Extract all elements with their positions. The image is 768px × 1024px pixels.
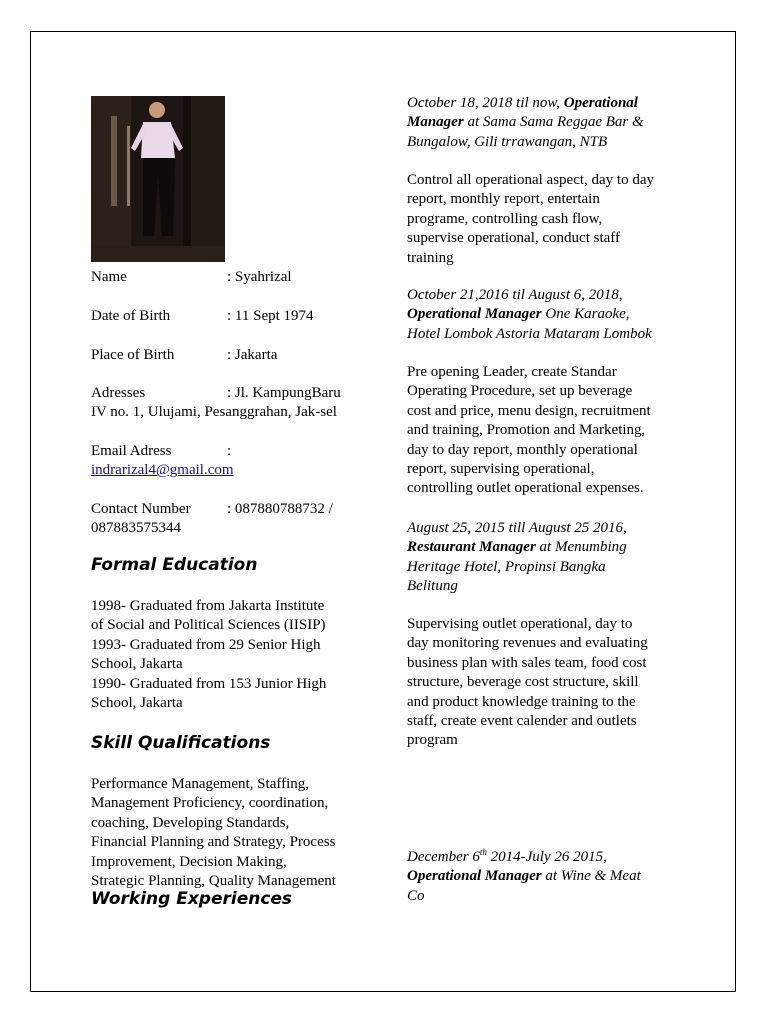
desc-line: supervise operational, conduct staff (407, 230, 620, 247)
job-2-title: Operational Manager (407, 306, 542, 323)
job-3-header (407, 519, 627, 597)
name-label: Name (91, 269, 127, 285)
desc-line: and training, Promotion and Marketing, (407, 422, 646, 439)
job-1-place-2: Bungalow, Gili trrawangan, NTB (407, 133, 608, 150)
job-4-date-sup: th (479, 847, 487, 857)
education-line: 1993- Graduated from 29 Senior High (91, 636, 321, 653)
desc-line: controlling outlet operational expenses. (407, 480, 644, 497)
email-colon: : (227, 443, 232, 459)
name-row (91, 268, 292, 287)
address-row (91, 384, 341, 423)
desc-line: structure, beverage cost structure, skill (407, 674, 639, 691)
contact-value: : 087880788732 / (227, 501, 333, 517)
contact-value-2: 087883575344 (91, 520, 181, 537)
education-line: 1998- Graduated from Jakarta Institute (91, 598, 325, 614)
desc-line: Operating Procedure, set up beverage (407, 383, 633, 400)
name-value: : Syahrizal (227, 269, 292, 285)
skills-heading: Skill Qualifications (91, 733, 271, 753)
profile-photo (91, 96, 225, 262)
contact-row (91, 500, 333, 539)
job-1-description (407, 171, 654, 268)
education-line: 1990- Graduated from 153 Junior High (91, 675, 327, 692)
job-1-header (407, 94, 644, 152)
email-link[interactable]: indrarizal4@gmail.com (91, 462, 234, 479)
address-value: : Jl. KampungBaru (227, 385, 341, 401)
job-3-place-2: Heritage Hotel, Propinsi Bangka (407, 558, 606, 575)
job-4-date: December 6 (407, 849, 480, 865)
job-1-place: at Sama Sama Reggae Bar & (463, 114, 644, 131)
desc-line: business plan with sales team, food cost (407, 654, 647, 671)
job-3-date: August 25, 2015 till August 25 2016, (407, 520, 627, 536)
dob-row (91, 307, 314, 326)
desc-line: report, monthly report, entertain (407, 191, 600, 208)
email-label: Email Adress (91, 443, 172, 459)
job-2-header (407, 286, 652, 344)
education-heading: Formal Education (91, 555, 258, 575)
desc-line: and product knowledge training to the (407, 693, 636, 710)
job-4-date-rest: 2014-July 26 2015, (486, 849, 607, 865)
skills-line: Management Proficiency, coordination, (91, 795, 329, 812)
desc-line: Control all operational aspect, day to day (407, 172, 655, 188)
dob-value: : 11 Sept 1974 (227, 308, 314, 324)
work-heading: Working Experiences (91, 889, 293, 909)
job-3-place-3: Belitung (407, 578, 458, 595)
job-1-date: October 18, 2018 til now, (407, 95, 564, 111)
job-2-date: October 21,2016 til August 6, 2018, (407, 287, 623, 303)
desc-line: day monitoring revenues and evaluating (407, 635, 648, 652)
job-1-title-2: Manager (407, 114, 464, 131)
education-line: of Social and Political Sciences (IISIP) (91, 617, 326, 634)
skills-text (91, 775, 336, 891)
desc-line: cost and price, menu design, recruitment (407, 402, 651, 419)
job-4-title: Operational Manager (407, 868, 542, 885)
desc-line: report, supervising operational, (407, 461, 595, 478)
desc-line: day to day report, monthly operational (407, 441, 638, 458)
education-line: School, Jakarta (91, 656, 183, 673)
job-3-title: Restaurant Manager (407, 539, 536, 556)
job-3-description (407, 615, 648, 751)
contact-label: Contact Number (91, 501, 191, 517)
address-label: Adresses (91, 385, 146, 401)
dob-label: Date of Birth (91, 308, 171, 324)
job-2-place-2: Hotel Lombok Astoria Mataram Lombok (407, 325, 652, 342)
skills-line: coaching, Developing Standards, (91, 814, 290, 831)
education-text (91, 597, 326, 713)
desc-line: Pre opening Leader, create Standar (407, 364, 617, 380)
job-4-place-2: Co (407, 887, 425, 904)
job-1-title: Operational (563, 95, 638, 111)
desc-line: Supervising outlet operational, day to (407, 616, 633, 632)
email-row (91, 442, 234, 481)
education-line: School, Jakarta (91, 695, 183, 712)
skills-line: Financial Planning and Strategy, Process (91, 834, 336, 851)
desc-line: training (407, 249, 454, 266)
job-2-description (407, 363, 651, 499)
job-3-place: at Menumbing (535, 539, 627, 556)
job-4-header (407, 848, 641, 906)
skills-line: Performance Management, Staffing, (91, 776, 309, 792)
pob-value: : Jakarta (227, 347, 278, 363)
desc-line: program (407, 732, 458, 749)
skills-line: Strategic Planning, Quality Management (91, 873, 336, 890)
pob-row (91, 346, 277, 365)
desc-line: staff, create event calender and outlets (407, 713, 637, 730)
desc-line: programe, controlling cash flow, (407, 210, 603, 227)
address-value-2: IV no. 1, Ulujami, Pesanggrahan, Jak-sel (91, 404, 337, 421)
job-4-place: at Wine & Meat (541, 868, 641, 885)
skills-line: Improvement, Decision Making, (91, 853, 287, 870)
job-2-place: One Karaoke, (541, 306, 630, 323)
pob-label: Place of Birth (91, 347, 175, 363)
